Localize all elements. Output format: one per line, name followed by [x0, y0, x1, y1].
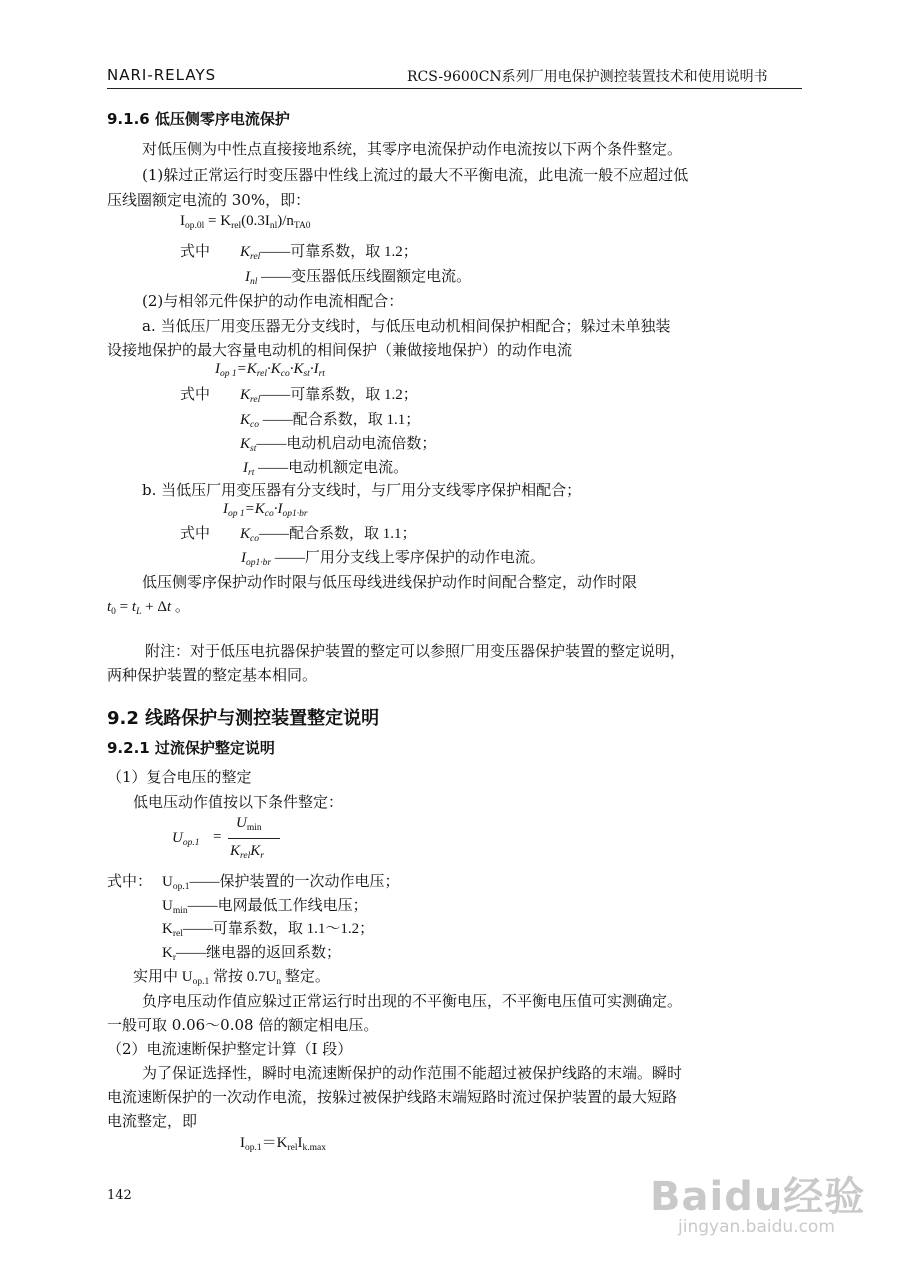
item-2-line-3: 电流整定，即 [107, 1112, 198, 1130]
formula-iop1-quick: $I_{op.1}=K_{rel}I_{k.max}$ [240, 1135, 326, 1153]
def-kst: $K_{st}——$电动机启动电流倍数； [240, 436, 437, 454]
def-inl: $I_{nl}$ ——变压器低压线圈额定电流。 [245, 269, 472, 287]
case-a-line-2: 设接地保护的最大容量电动机的相间保护（兼做接地保护）的动作电流 [107, 341, 573, 359]
formula-iop1-a: $I_{op 1}=K_{rel}\cdot K_{co}\cdot K_{st}\cdot I_{rt}$ [215, 361, 325, 379]
section-9-1-6-title: 9.1.6 低压侧零序电流保护 [107, 110, 290, 128]
case-a-line-1: a. 当低压厂用变压器无分支线时，与低压电动机相间保护相配合；躲过未单独装 [142, 317, 671, 335]
def-krel: $K_{rel}——$可靠系数，取 1.2； [240, 244, 418, 262]
page-number: 142 [107, 1188, 132, 1203]
time-limit-line-1: 低压侧零序保护动作时限与低压母线进线保护动作时间配合整定，动作时限 [142, 573, 638, 591]
condition-1-line-1: (1)躲过正常运行时变压器中性线上流过的最大不平衡电流，此电流一般不应超过低 [142, 166, 689, 184]
note-line-1: 附注：对于低压电抗器保护装置的整定可以参照厂用变压器保护装置的整定说明， [145, 642, 686, 660]
formula-iop1-b: $I_{op 1}=K_{co}\cdot I_{op1\cdot br}$ [223, 501, 308, 519]
paragraph: 对低压侧为中性点直接接地系统，其零序电流保护动作电流按以下两个条件整定。 [142, 140, 683, 158]
practical-note: 实用中 $U_{op.1}$ 常按 $0.7U_n$ 整定。 [133, 969, 330, 987]
def-krel: $K_{rel}——$可靠系数，取 1.1～1.2； [162, 921, 375, 939]
header-right: RCS-9600CN系列厂用电保护测控装置技术和使用说明书 [407, 69, 768, 85]
item-1-text: 低电压动作值按以下条件整定： [133, 793, 344, 811]
negative-seq-line-1: 负序电压动作值应躲过正常运行时出现的不平衡电压，不平衡电压值可实测确定。 [142, 992, 683, 1010]
baidu-watermark-logo: Baidu经验 [650, 1174, 866, 1220]
def-umin: $U_{min}——$电网最低工作线电压； [162, 898, 368, 916]
item-2-title: （2）电流速断保护整定计算（I 段） [107, 1040, 353, 1058]
formula-iop01: $I_{op.0l} = K_{rel}(0.3I_{nl})/n_{TA0}$ [180, 213, 311, 231]
header-rule [107, 88, 802, 89]
condition-1-line-2: 压线圈额定电流的 30%，即： [107, 191, 311, 209]
baidu-watermark-url: jingyan.baidu.com [678, 1217, 835, 1237]
note-line-2: 两种保护装置的整定基本相同。 [107, 666, 318, 684]
def-kr: $K_r——$继电器的返回系数； [162, 945, 342, 963]
where-label: 式中 [180, 385, 211, 403]
item-2-line-1: 为了保证选择性，瞬时电流速断保护的动作范围不能超过被保护线路的末端。瞬时 [142, 1064, 683, 1082]
where-label: 式中： [107, 872, 153, 890]
item-2-line-2: 电流速断保护的一次动作电流，按躲过被保护线路末端短路时流过保护装置的最大短路 [107, 1088, 678, 1106]
where-label: 式中 [180, 242, 211, 260]
where-label: 式中 [180, 524, 211, 542]
negative-seq-line-2: 一般可取 0.06～0.08 倍的额定相电压。 [107, 1016, 379, 1034]
item-1-title: （1）复合电压的整定 [107, 768, 252, 786]
def-kco: $K_{co}——$配合系数，取 1.1； [240, 526, 417, 544]
header-left: NARI-RELAYS [107, 66, 217, 84]
def-iop1br: $I_{op1\cdot br}$ ——厂用分支线上零序保护的动作电流。 [241, 550, 545, 568]
def-krel: $K_{rel}——$可靠系数，取 1.2； [240, 387, 418, 405]
def-uop1: $U_{op.1}——$保护装置的一次动作电压； [162, 874, 400, 892]
time-limit-formula: $t_0 = t_L + \Delta t$ 。 [107, 599, 190, 617]
section-9-2-title: 9.2 线路保护与测控装置整定说明 [107, 708, 380, 729]
def-kco: $K_{co}$ ——配合系数，取 1.1； [240, 412, 421, 430]
case-b: b. 当低压厂用变压器有分支线时，与厂用分支线零序保护相配合； [142, 481, 582, 499]
def-irt: $I_{rt}$ ——电动机额定电流。 [243, 460, 409, 478]
section-9-2-1-title: 9.2.1 过流保护整定说明 [107, 739, 275, 757]
condition-2: (2)与相邻元件保护的动作电流相配合： [142, 292, 404, 310]
